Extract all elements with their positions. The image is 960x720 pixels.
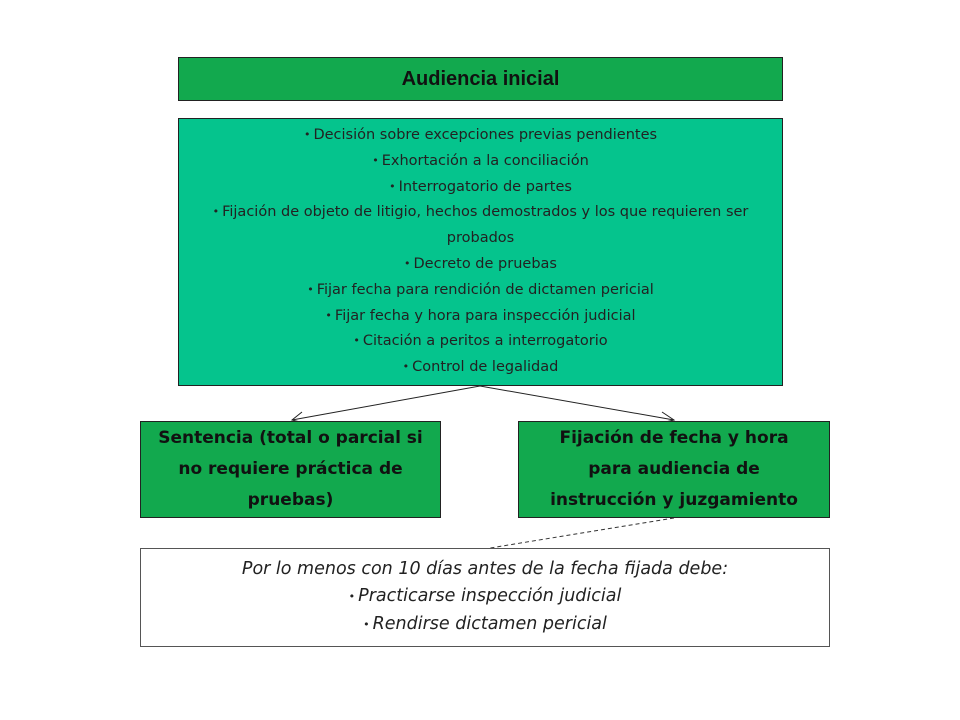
sentencia-line: pruebas) xyxy=(247,490,334,510)
activity-item xyxy=(353,329,607,355)
activity-item xyxy=(403,355,559,381)
bullet-icon: • xyxy=(363,618,370,631)
activity-text: Exhortación a la conciliación xyxy=(381,152,589,169)
note-item-text: Practicarse inspección judicial xyxy=(358,586,622,606)
bullet-icon: • xyxy=(348,590,356,603)
note-intro: Por lo menos con 10 días antes de la fecha fijada debe: xyxy=(241,559,729,579)
note-item-text: Rendirse dictamen pericial xyxy=(372,614,607,634)
fijacion-audiencia-box xyxy=(518,421,830,518)
fijacion-line: Fijación de fecha y hora xyxy=(559,428,789,448)
activity-text: Control de legalidad xyxy=(412,359,559,376)
activity-text: Decisión sobre excepciones previas pendientes xyxy=(313,127,658,144)
bullet-icon: • xyxy=(389,179,396,193)
activity-text: Fijación de objeto de litigio, hechos demostrados y los que requieren ser probados xyxy=(222,204,749,247)
title-box xyxy=(178,57,783,101)
activity-item xyxy=(325,304,635,330)
diagram-title: Audiencia inicial xyxy=(401,67,560,90)
sentencia-line: Sentencia (total o parcial si xyxy=(158,428,423,448)
sentencia-line: no requiere práctica de xyxy=(178,459,403,479)
bullet-icon: • xyxy=(402,360,410,374)
activity-item xyxy=(404,252,557,278)
activity-text: Decreto de pruebas xyxy=(413,256,557,272)
activity-text: Interrogatorio de partes xyxy=(398,178,572,195)
activity-text: Fijar fecha para rendición de dictamen pericial xyxy=(316,281,654,298)
note-item xyxy=(363,611,607,639)
fijacion-line: para audiencia de xyxy=(588,459,760,479)
sentencia-box xyxy=(140,421,441,518)
dashed-connector xyxy=(484,518,674,549)
requirements-note-box xyxy=(140,548,830,647)
activity-item xyxy=(209,200,752,252)
arrow-to-fijacion xyxy=(480,386,674,420)
bullet-icon: • xyxy=(303,128,311,142)
activity-item xyxy=(304,123,657,149)
activity-text: Fijar fecha y hora para inspección judicial xyxy=(334,307,636,324)
arrow-to-sentencia xyxy=(292,386,480,420)
bullet-icon: • xyxy=(212,205,220,219)
bullet-icon: • xyxy=(404,257,411,270)
activity-item xyxy=(307,278,654,304)
bullet-icon: • xyxy=(372,153,379,167)
bullet-icon: • xyxy=(353,334,360,348)
bullet-icon: • xyxy=(325,308,332,322)
note-item xyxy=(349,583,622,611)
activity-text: Citación a peritos a interrogatorio xyxy=(362,333,608,350)
fijacion-line: instrucción y juzgamiento xyxy=(550,490,798,510)
activity-item xyxy=(389,175,572,201)
activity-item xyxy=(372,149,589,175)
activities-box xyxy=(178,118,783,386)
bullet-icon: • xyxy=(307,282,314,296)
